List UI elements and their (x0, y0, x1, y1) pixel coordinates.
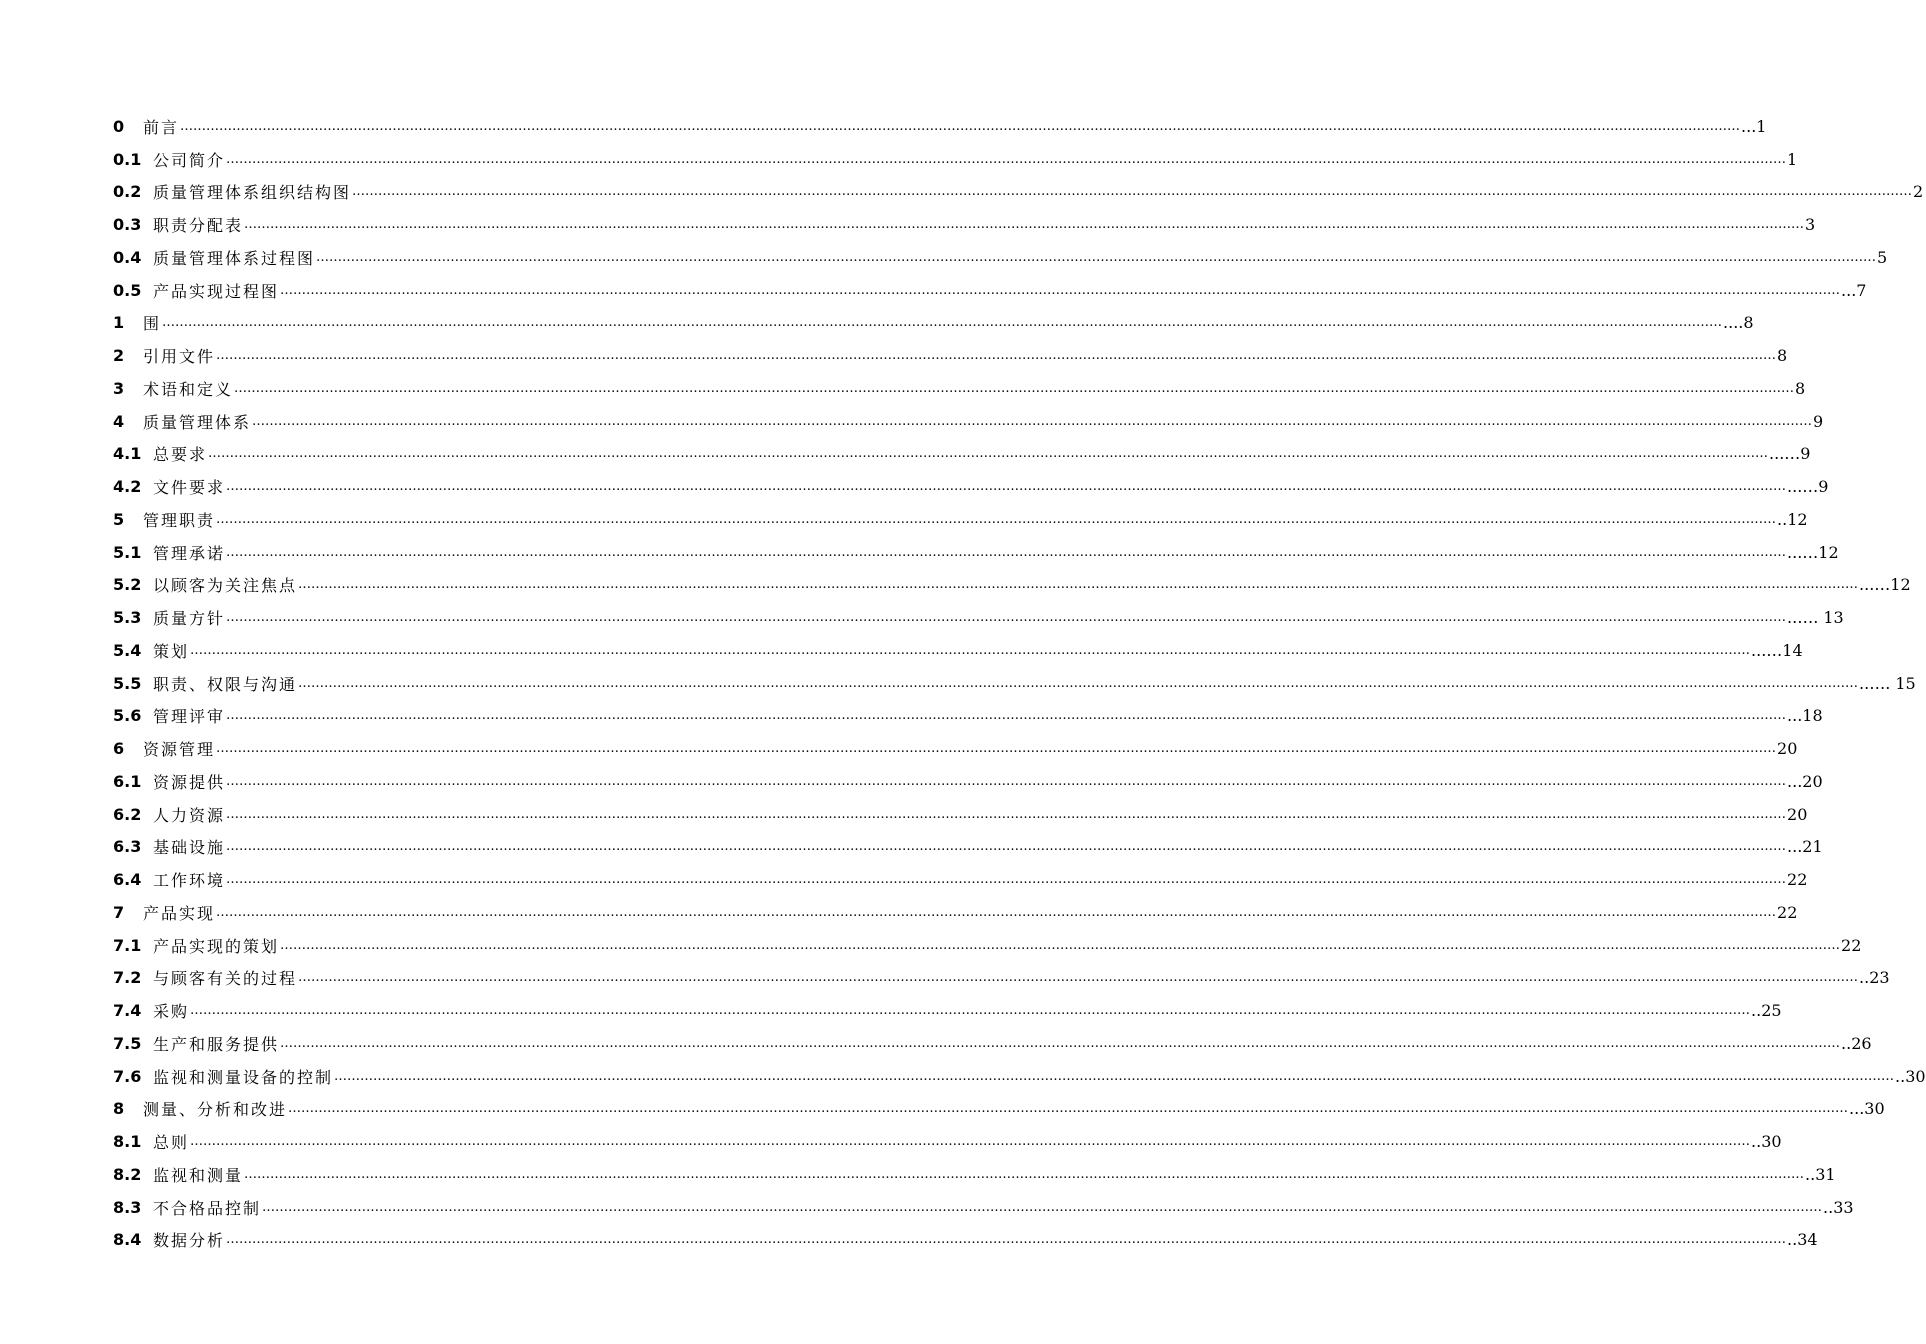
toc-entry-title: 总要求 (153, 445, 208, 465)
toc-entry-number: 0.4 (113, 247, 142, 267)
dot-leader: ……………………………………………………………………………………………………………………………………………………………………………………………………………………………………………………………………………………………………………………………… (316, 249, 1877, 265)
dot-leader: ……………………………………………………………………………………………………………………………………………………………………………………………………………………………………………………………………………………………………………………………… (262, 1199, 1823, 1215)
dot-leader: ……………………………………………………………………………………………………………………………………………………………………………………………………………………………………………………………………………………………………………………………… (180, 118, 1741, 134)
dot-leader: ……………………………………………………………………………………………………………………………………………………………………………………………………………………………………………………………………………………………………………………………… (288, 1101, 1849, 1117)
toc-entry-title: 与顾客有关的过程 (153, 969, 298, 989)
toc-entry-title: 职责、权限与沟通 (153, 674, 298, 694)
dot-leader: ……………………………………………………………………………………………………………………………………………………………………………………………………………………………………………………………………………………………………………………………… (226, 872, 1787, 888)
dot-leader: ……………………………………………………………………………………………………………………………………………………………………………………………………………………………………………………………………………………………………………………………… (226, 610, 1787, 626)
toc-entry-number: 7.6 (113, 1066, 142, 1086)
toc-entry-page: 20 (1777, 739, 1798, 759)
toc-entry[interactable] (113, 569, 1911, 602)
toc-entry-number: 7.2 (113, 968, 142, 988)
toc-entry[interactable] (113, 110, 1767, 143)
toc-entry-page: 2 (1913, 182, 1924, 202)
toc-entry[interactable] (113, 896, 1798, 929)
toc-entry-number: 0.3 (113, 215, 142, 235)
toc-entry-page: 9 (1813, 411, 1824, 431)
toc-entry-number: 4.2 (113, 477, 142, 497)
toc-entry-title: 职责分配表 (153, 216, 244, 236)
dot-leader: ……………………………………………………………………………………………………………………………………………………………………………………………………………………………………………………………………………………………………………………………… (216, 511, 1777, 527)
toc-entry[interactable] (113, 831, 1823, 864)
toc-entry-page: ..…. 15 (1859, 673, 1916, 693)
toc-entry-title: 术语和定义 (143, 379, 234, 399)
dot-leader: ……………………………………………………………………………………………………………………………………………………………………………………………………………………………………………………………………………………………………………………………… (208, 446, 1769, 462)
toc-entry[interactable] (113, 601, 1844, 634)
toc-entry[interactable] (113, 962, 1890, 995)
toc-entry-page: ...1 (1741, 116, 1767, 136)
toc-entry-title: 工作环境 (153, 871, 226, 891)
toc-entry[interactable] (113, 1158, 1836, 1191)
dot-leader: ……………………………………………………………………………………………………………………………………………………………………………………………………………………………………………………………………………………………………………………………… (226, 708, 1787, 724)
toc-entry-number: 8 (113, 1099, 125, 1119)
toc-entry[interactable] (113, 863, 1808, 896)
toc-entry-number: 5.1 (113, 542, 142, 562)
toc-entry-title: 前言 (143, 117, 180, 137)
toc-entry-page: 22 (1787, 870, 1808, 890)
toc-entry[interactable] (113, 929, 1862, 962)
toc-entry-number: 0.1 (113, 149, 142, 169)
toc-entry-number: 7.4 (113, 1001, 142, 1021)
toc-entry-title: 引用文件 (143, 347, 216, 367)
toc-entry-page: 22 (1841, 935, 1862, 955)
toc-entry-title: 资源提供 (153, 772, 226, 792)
toc-entry-page: 3 (1805, 215, 1816, 235)
toc-entry-title: 产品实现过程图 (153, 281, 280, 301)
toc-entry-page: ...30 (1849, 1099, 1885, 1119)
toc-entry-number: 5.3 (113, 608, 142, 628)
dot-leader: ……………………………………………………………………………………………………………………………………………………………………………………………………………………………………………………………………………………………………………………………… (226, 544, 1787, 560)
toc-entry-title: 以顾客为关注焦点 (153, 576, 298, 596)
toc-entry-page: 5 (1877, 247, 1888, 267)
toc-entry-title: 采购 (153, 1002, 190, 1022)
dot-leader: ……………………………………………………………………………………………………………………………………………………………………………………………………………………………………………………………………………………………………………………………… (298, 675, 1859, 691)
dot-leader: ……………………………………………………………………………………………………………………………………………………………………………………………………………………………………………………………………………………………………………………………… (162, 315, 1723, 331)
toc-entry-title: 总则 (153, 1133, 190, 1153)
toc-entry-number: 6.1 (113, 771, 142, 791)
toc-entry-page: ....8 (1723, 313, 1754, 333)
toc-entry-number: 1 (113, 313, 125, 333)
toc-entry[interactable] (113, 536, 1839, 569)
dot-leader: ……………………………………………………………………………………………………………………………………………………………………………………………………………………………………………………………………………………………………………………………… (252, 413, 1813, 429)
toc-entry[interactable] (113, 700, 1823, 733)
toc-entry-title: 测量、分析和改进 (143, 1100, 288, 1120)
toc-entry-page: ..23 (1859, 968, 1890, 988)
toc-entry[interactable] (113, 241, 1888, 274)
toc-entry-title: 数据分析 (153, 1231, 226, 1251)
toc-entry[interactable] (113, 1191, 1854, 1224)
toc-entry-number: 7 (113, 902, 125, 922)
toc-entry-title: 质量管理体系 (143, 412, 252, 432)
toc-entry-number: 8.3 (113, 1197, 142, 1217)
dot-leader: ……………………………………………………………………………………………………………………………………………………………………………………………………………………………………………………………………………………………………………………………… (226, 479, 1787, 495)
toc-entry-number: 8.4 (113, 1230, 142, 1250)
dot-leader: ……………………………………………………………………………………………………………………………………………………………………………………………………………………………………………………………………………………………………………………………… (244, 1166, 1805, 1182)
toc-entry-title: 人力资源 (153, 805, 226, 825)
toc-entry-page: ..25 (1751, 1001, 1782, 1021)
toc-entry-page: 8 (1777, 346, 1788, 366)
toc-entry-title: 基础设施 (153, 838, 226, 858)
toc-entry-number: 6.3 (113, 837, 142, 857)
toc-entry-number: 4 (113, 411, 125, 431)
toc-entry-page: ..33 (1823, 1197, 1854, 1217)
toc-entry-number: 8.2 (113, 1164, 142, 1184)
toc-entry[interactable] (113, 470, 1829, 503)
dot-leader: ……………………………………………………………………………………………………………………………………………………………………………………………………………………………………………………………………………………………………………………………… (226, 1232, 1787, 1248)
toc-entry-page: ..34 (1787, 1230, 1818, 1250)
dot-leader: ……………………………………………………………………………………………………………………………………………………………………………………………………………………………………………………………………………………………………………………………… (190, 1134, 1751, 1150)
toc-entry-number: 6.2 (113, 804, 142, 824)
dot-leader: ……………………………………………………………………………………………………………………………………………………………………………………………………………………………………………………………………………………………………………………………… (280, 937, 1841, 953)
toc-entry-number: 4.1 (113, 444, 142, 464)
toc-entry-page: ..30 (1751, 1132, 1782, 1152)
toc-entry[interactable] (113, 438, 1811, 471)
toc-entry-title: 管理评审 (153, 707, 226, 727)
toc-entry-page: 1 (1787, 149, 1798, 169)
toc-entry-page: ...20 (1787, 771, 1823, 791)
toc-entry-page: 20 (1787, 804, 1808, 824)
toc-entry-title: 管理承诺 (153, 543, 226, 563)
dot-leader: ……………………………………………………………………………………………………………………………………………………………………………………………………………………………………………………………………………………………………………………………… (226, 839, 1787, 855)
toc-entry[interactable] (113, 667, 1916, 700)
toc-entry-title: 产品实现 (143, 903, 216, 923)
dot-leader: ……………………………………………………………………………………………………………………………………………………………………………………………………………………………………………………………………………………………………………………………… (234, 380, 1795, 396)
toc-entry-page: ...…12 (1859, 575, 1911, 595)
toc-entry-number: 7.1 (113, 935, 142, 955)
toc-entry-page: ..31 (1805, 1164, 1836, 1184)
toc-entry-page: ...7 (1841, 280, 1867, 300)
toc-entry-page: ..30 (1895, 1066, 1926, 1086)
dot-leader: ……………………………………………………………………………………………………………………………………………………………………………………………………………………………………………………………………………………………………………………………… (226, 151, 1787, 167)
toc-entry[interactable] (113, 994, 1782, 1027)
toc-entry-number: 0.2 (113, 182, 142, 202)
dot-leader: ……………………………………………………………………………………………………………………………………………………………………………………………………………………………………………………………………………………………………………………………… (190, 642, 1751, 658)
toc-entry-page: ..…. 13 (1787, 608, 1844, 628)
toc-entry[interactable] (113, 1125, 1782, 1158)
dot-leader: ……………………………………………………………………………………………………………………………………………………………………………………………………………………………………………………………………………………………………………………………… (226, 806, 1787, 822)
dot-leader: ……………………………………………………………………………………………………………………………………………………………………………………………………………………………………………………………………………………………………………………………… (216, 741, 1777, 757)
toc-entry-number: 0 (113, 116, 125, 136)
toc-entry[interactable] (113, 339, 1788, 372)
toc-entry[interactable] (113, 503, 1808, 536)
toc-entry[interactable] (113, 765, 1823, 798)
toc-entry-title: 公司简介 (153, 150, 226, 170)
toc-entry[interactable] (113, 1224, 1818, 1257)
toc-entry[interactable] (113, 274, 1867, 307)
dot-leader: ……………………………………………………………………………………………………………………………………………………………………………………………………………………………………………………………………………………………………………………………… (352, 184, 1913, 200)
toc-entry-title: 不合格品控制 (153, 1198, 262, 1218)
toc-entry-title: 监视和测量 (153, 1165, 244, 1185)
toc-entry[interactable] (113, 372, 1806, 405)
dot-leader: ……………………………………………………………………………………………………………………………………………………………………………………………………………………………………………………………………………………………………………………………… (226, 773, 1787, 789)
table-of-contents (113, 110, 1926, 1256)
toc-entry-number: 6 (113, 739, 125, 759)
dot-leader: ……………………………………………………………………………………………………………………………………………………………………………………………………………………………………………………………………………………………………………………………… (280, 1035, 1841, 1051)
toc-entry-number: 7.5 (113, 1033, 142, 1053)
toc-entry-page: 8 (1795, 378, 1806, 398)
toc-entry[interactable] (113, 1093, 1885, 1126)
toc-entry[interactable] (113, 307, 1754, 340)
toc-entry-number: 5.6 (113, 706, 142, 726)
toc-entry-title: 围 (143, 314, 162, 334)
toc-entry-page: ...…14 (1751, 640, 1803, 660)
dot-leader: ……………………………………………………………………………………………………………………………………………………………………………………………………………………………………………………………………………………………………………………………… (216, 348, 1777, 364)
toc-entry-page: ...…12 (1787, 542, 1839, 562)
toc-entry[interactable] (113, 405, 1824, 438)
toc-entry-number: 5 (113, 509, 125, 529)
toc-entry-title: 监视和测量设备的控制 (153, 1067, 334, 1087)
toc-entry[interactable] (113, 634, 1803, 667)
toc-entry[interactable] (113, 143, 1798, 176)
toc-entry-title: 产品实现的策划 (153, 936, 280, 956)
toc-entry[interactable] (113, 1027, 1872, 1060)
toc-entry-number: 5.4 (113, 640, 142, 660)
toc-entry-page: ...21 (1787, 837, 1823, 857)
toc-entry-title: 策划 (153, 641, 190, 661)
toc-entry[interactable] (113, 732, 1798, 765)
dot-leader: ……………………………………………………………………………………………………………………………………………………………………………………………………………………………………………………………………………………………………………………………… (216, 904, 1777, 920)
toc-entry-page: ..26 (1841, 1033, 1872, 1053)
dot-leader: ……………………………………………………………………………………………………………………………………………………………………………………………………………………………………………………………………………………………………………………………… (298, 970, 1859, 986)
toc-entry-number: 8.1 (113, 1132, 142, 1152)
dot-leader: ……………………………………………………………………………………………………………………………………………………………………………………………………………………………………………………………………………………………………………………………… (280, 282, 1841, 298)
dot-leader: ……………………………………………………………………………………………………………………………………………………………………………………………………………………………………………………………………………………………………………………………… (190, 1003, 1751, 1019)
toc-entry-number: 6.4 (113, 870, 142, 890)
toc-entry-page: 22 (1777, 902, 1798, 922)
toc-entry-number: 5.5 (113, 673, 142, 693)
toc-entry-title: 质量方针 (153, 609, 226, 629)
toc-entry-page: ...…9 (1769, 444, 1811, 464)
toc-entry-page: ...18 (1787, 706, 1823, 726)
toc-entry-title: 生产和服务提供 (153, 1034, 280, 1054)
toc-entry-number: 3 (113, 378, 125, 398)
toc-entry-number: 2 (113, 346, 125, 366)
toc-entry[interactable] (113, 176, 1924, 209)
dot-leader: ……………………………………………………………………………………………………………………………………………………………………………………………………………………………………………………………………………………………………………………………… (298, 577, 1859, 593)
toc-entry[interactable] (113, 1060, 1926, 1093)
toc-entry-title: 资源管理 (143, 740, 216, 760)
toc-entry-page: ...…9 (1787, 477, 1829, 497)
toc-entry-page: ..12 (1777, 509, 1808, 529)
toc-entry[interactable] (113, 798, 1808, 831)
toc-entry-title: 文件要求 (153, 478, 226, 498)
toc-entry-title: 质量管理体系组织结构图 (153, 183, 352, 203)
toc-entry-title: 管理职责 (143, 510, 216, 530)
dot-leader: ……………………………………………………………………………………………………………………………………………………………………………………………………………………………………………………………………………………………………………………………… (334, 1068, 1895, 1084)
toc-entry-number: 0.5 (113, 280, 142, 300)
toc-entry-title: 质量管理体系过程图 (153, 248, 316, 268)
toc-entry-number: 5.2 (113, 575, 142, 595)
toc-entry[interactable] (113, 208, 1816, 241)
dot-leader: ……………………………………………………………………………………………………………………………………………………………………………………………………………………………………………………………………………………………………………………………… (244, 217, 1805, 233)
